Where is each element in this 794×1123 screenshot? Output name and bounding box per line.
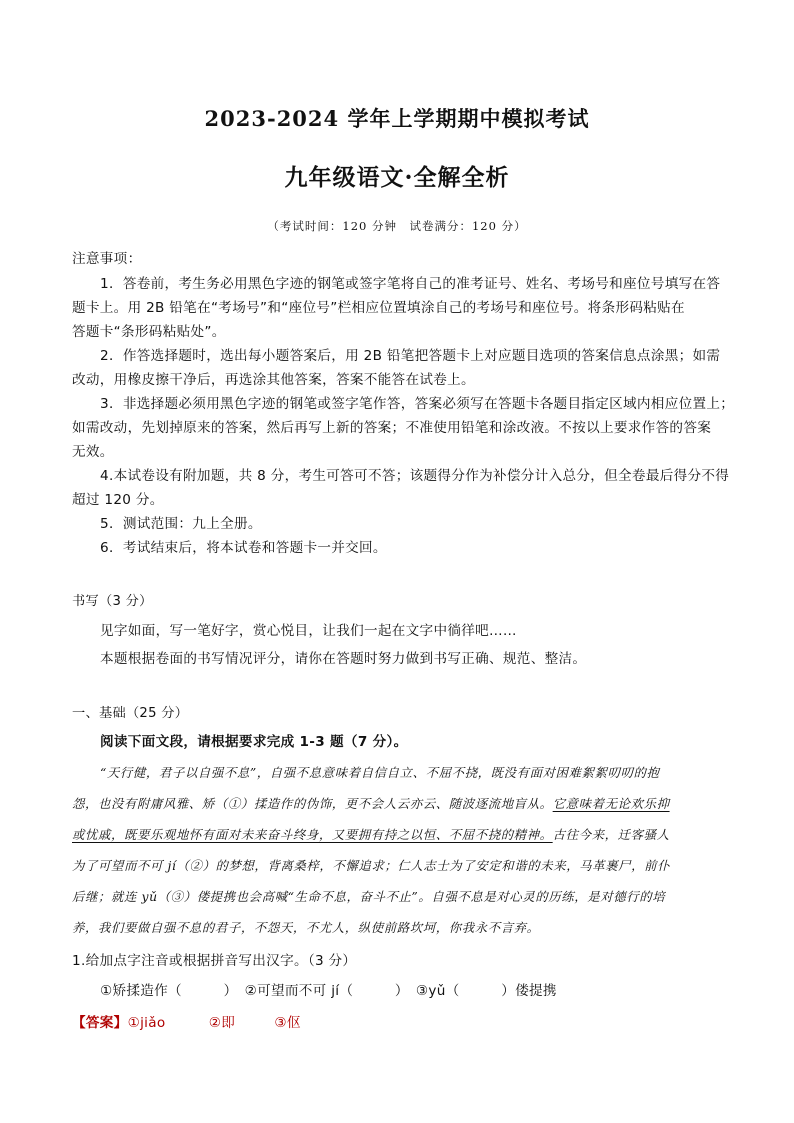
notice-line: 题卡上。用 2B 铅笔在“考场号”和“座位号”栏相应位置填涂自己的考场号和座位号。将条形码粘贴在 — [72, 300, 685, 316]
passage-line: “天行健，君子以自强不息”，自强不息意味着自信自立、不屈不挠，既没有面对困难絮絮叨叨的抱 — [100, 765, 660, 780]
notice-line: 超过 120 分。 — [72, 492, 164, 508]
reading-instruction: 阅读下面文段，请根据要求完成 1-3 题（7 分）。 — [100, 734, 408, 750]
notice-line: 4.本试卷设有附加题，共 8 分，考生可答可不答；该题得分作为补偿分计入总分，但全卷最后得分不得 — [100, 468, 730, 484]
passage-line: 后继；就连 yǔ（③）偻提携也会高喊“生命不息，奋斗不止”。自强不息是对心灵的历练，是对德行的培 — [72, 889, 666, 904]
passage-line — [72, 825, 724, 843]
notice-line: 2．作答选择题时，选出每小题答案后，用 2B 铅笔把答题卡上对应题目选项的答案信息点涂黑；如需 — [100, 348, 721, 364]
notice-line: 如需改动，先划掉原来的答案，然后再写上新的答案；不准使用铅笔和涂改液。不按以上要求作答的答案 — [72, 420, 712, 436]
subject-title: 九年级语文·全解全析 — [284, 164, 510, 191]
writing-line: 见字如面，写一笔好字，赏心悦目，让我们一起在文字中徜徉吧…… — [100, 623, 517, 639]
answer-label: 【答案】 — [72, 1015, 128, 1031]
notice-line: 答题卡“条形码粘贴处”。 — [72, 324, 226, 340]
notice-line: 6．考试结束后，将本试卷和答题卡一并交回。 — [100, 540, 387, 556]
passage-text: 怨，也没有附庸风雅、矫（①）揉造作的伪饰，更不会人云亦云、随波逐流地盲从。 — [72, 796, 553, 811]
passage-line — [72, 794, 724, 812]
section-heading: 一、基础（25 分） — [72, 706, 189, 721]
notice-line: 3．非选择题必须用黑色字迹的钢笔或签字笔作答，答案必须写在答题卡各题目指定区域内相应位置上； — [100, 396, 735, 412]
notice-line: 1．答卷前，考生务必用黑色字迹的钢笔或签字笔将自己的准考证号、姓名、考场号和座位号填写在答 — [100, 276, 721, 292]
exam-info: （考试时间：120 分钟 试卷满分：120 分） — [267, 219, 527, 233]
passage-line: 为了可望而不可 jí（②）的梦想，背离桑梓，不懈追求；仁人志士为了安定和谐的未来，马革裹尸，前仆 — [72, 858, 671, 873]
notice-line: 无效。 — [72, 444, 114, 460]
passage-line: 养，我们要做自强不息的君子，不怨天，不尤人，纵使前路坎坷，你我永不言弃。 — [72, 920, 540, 935]
exam-title: 2023-2024 学年上学期期中模拟考试 — [204, 106, 590, 131]
underlined-sentence: 它意味着无论欢乐抑 — [552, 796, 670, 811]
passage-text: 古往今来，迁客骚人 — [552, 827, 670, 842]
notice-line: 改动，用橡皮擦干净后，再选涂其他答案，答案不能答在试卷上。 — [72, 372, 475, 388]
notice-line: 5．测试范围：九上全册。 — [100, 516, 262, 532]
answer-value: ②即 — [208, 1015, 236, 1031]
writing-heading: 书写（3 分） — [72, 594, 153, 609]
answer-value: ③伛 — [274, 1015, 301, 1031]
question-1: 1.给加点字注音或根据拼音写出汉字。（3 分） — [72, 953, 357, 969]
notice-heading: 注意事项： — [72, 251, 142, 267]
answer-value: ①jiǎo — [127, 1015, 166, 1031]
underlined-sentence: 或忧戚，既要乐观地怀有面对未来奋斗终身，又要拥有持之以恒、不屈不挠的精神。 — [72, 827, 553, 842]
question-1-blanks: ①矫揉造作（ ） ②可望而不可 jí（ ） ③yǔ（ ）偻提携 — [100, 983, 557, 999]
writing-line: 本题根据卷面的书写情况评分，请你在答题时努力做到书写正确、规范、整洁。 — [100, 651, 587, 667]
answer-line — [72, 1011, 724, 1031]
